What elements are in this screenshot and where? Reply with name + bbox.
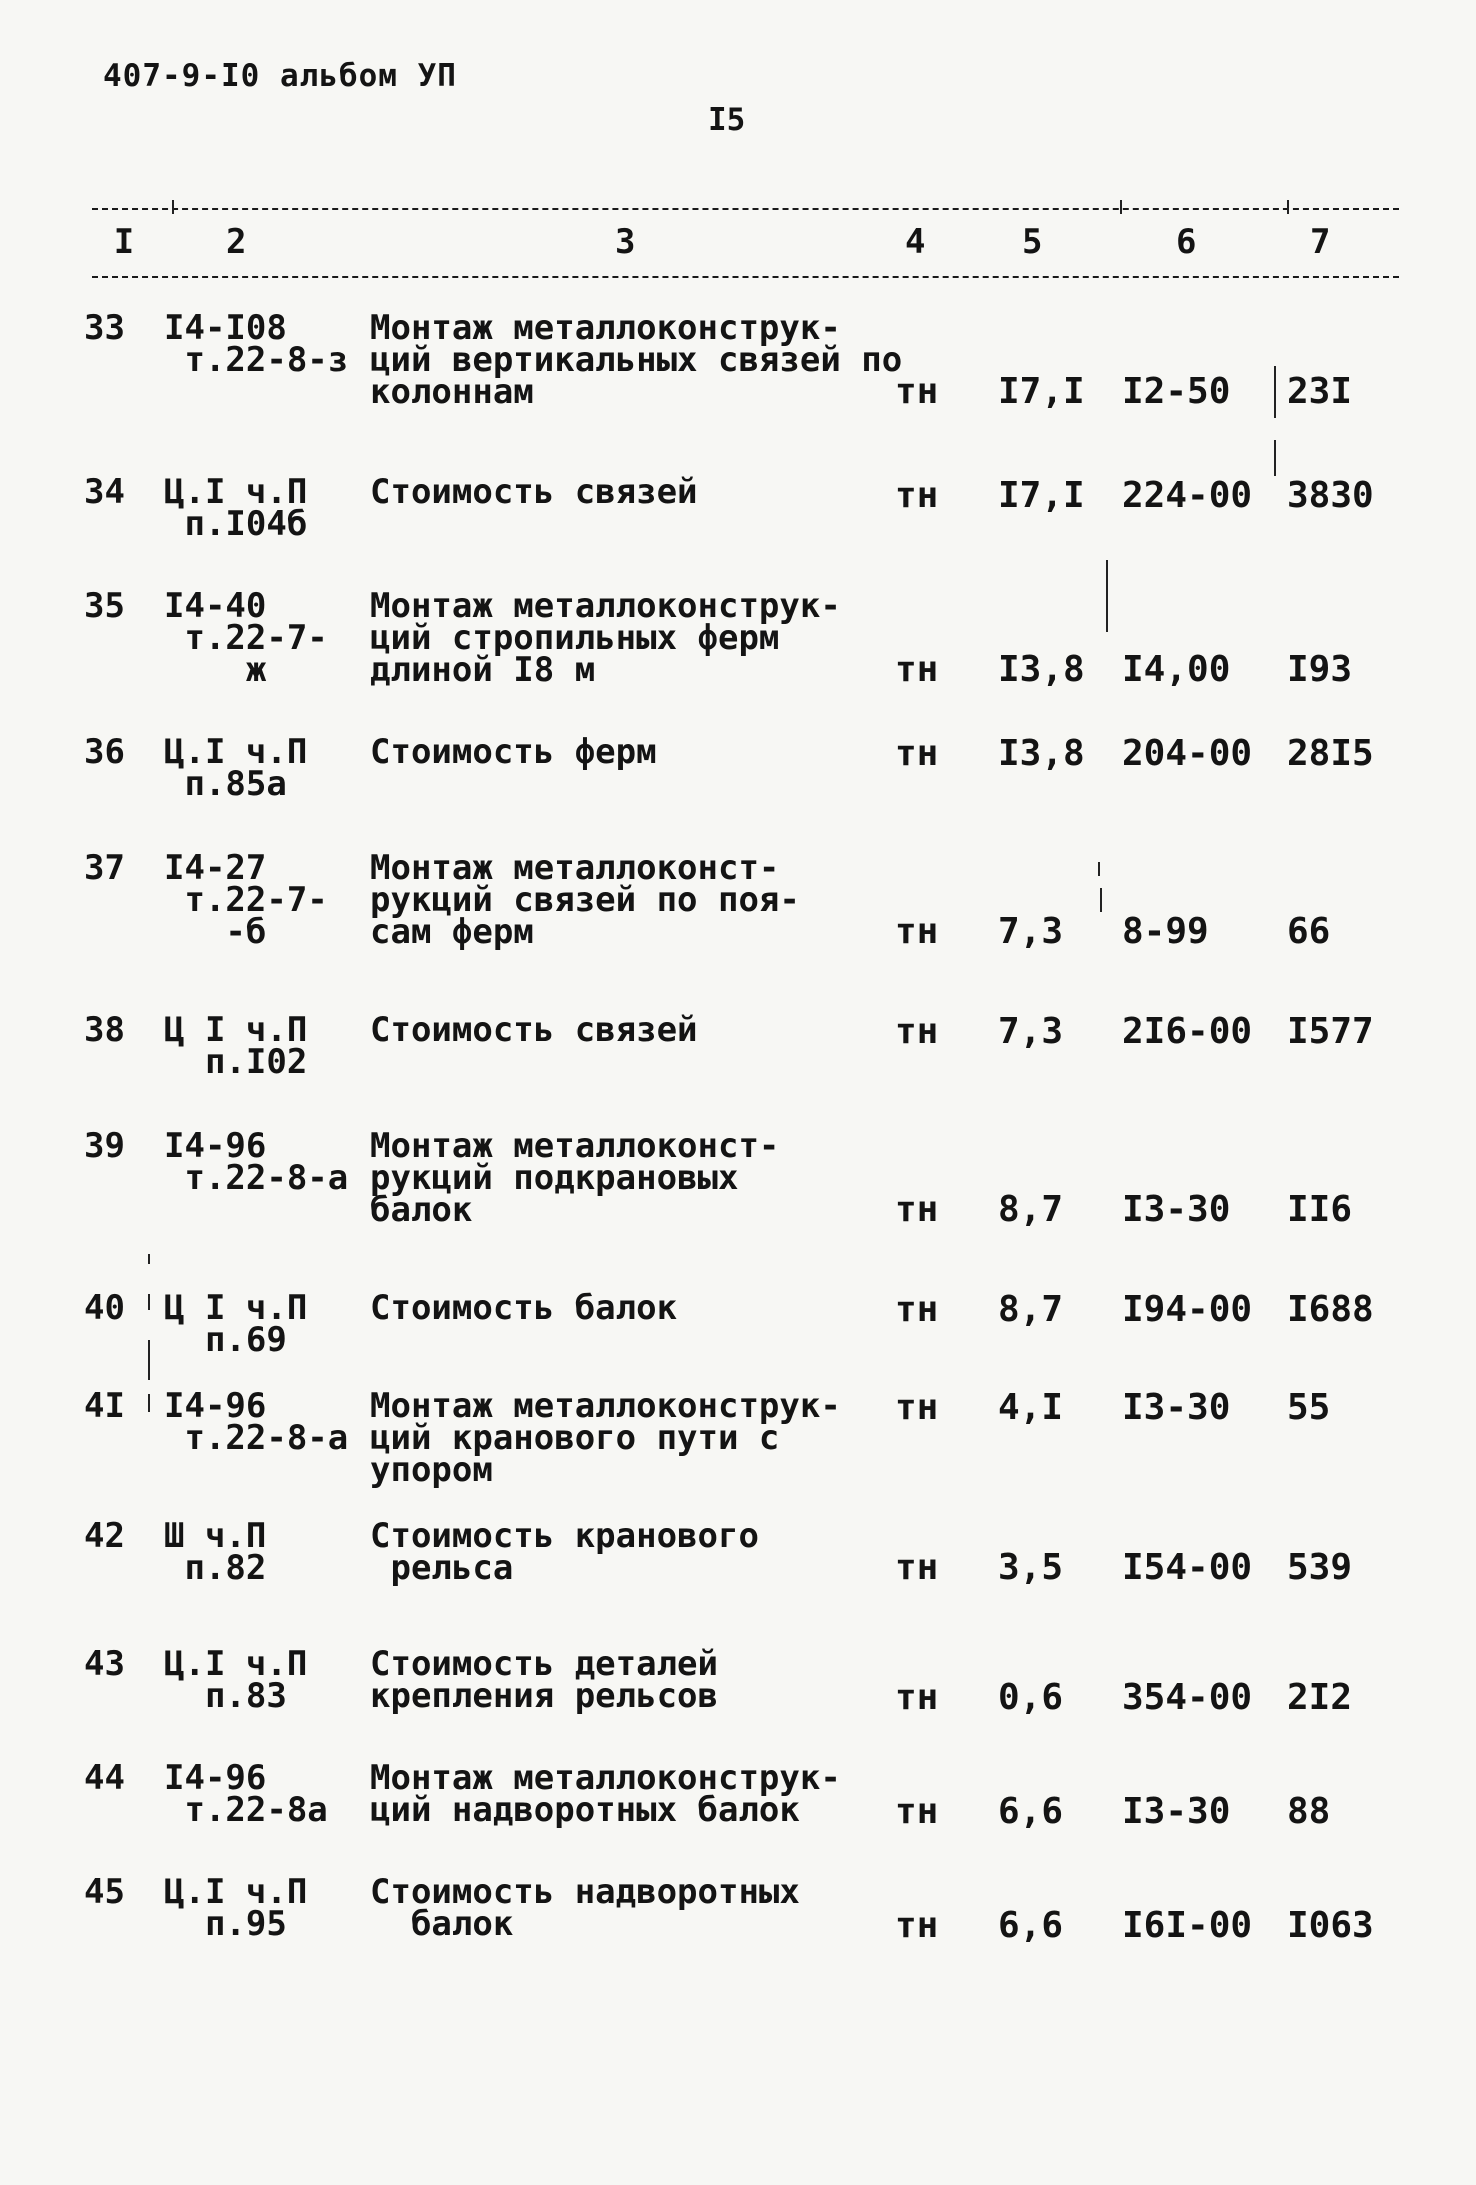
total-cost: I577 (1287, 1011, 1374, 1052)
table-top-rule (92, 208, 1399, 210)
ruling-mark (1106, 560, 1108, 632)
total-cost: 55 (1287, 1387, 1331, 1428)
norm-reference: I4-40 т.22-7- ж (164, 586, 328, 690)
quantity: 4,I (998, 1387, 1064, 1428)
quantity: 8,7 (998, 1189, 1064, 1230)
quantity: I7,I (998, 371, 1085, 412)
quantity: 6,6 (998, 1905, 1064, 1946)
total-cost: II6 (1287, 1189, 1353, 1230)
unit-price: I54-00 (1122, 1547, 1253, 1588)
unit-price: I94-00 (1122, 1289, 1253, 1330)
row-number: 38 (84, 1010, 125, 1050)
column-header-5: 5 (1022, 222, 1043, 262)
work-description: Стоимость связей (370, 472, 698, 512)
quantity: 8,7 (998, 1289, 1064, 1330)
unit: тн (895, 1387, 939, 1428)
work-description: Стоимость надворотных балок (370, 1872, 800, 1944)
ruling-mark (1274, 440, 1276, 476)
total-cost: 28I5 (1287, 733, 1374, 774)
norm-reference: Ц.I ч.П п.83 (164, 1644, 308, 1716)
column-header-1: I (113, 222, 135, 262)
total-cost: 3830 (1287, 475, 1374, 516)
unit: тн (895, 911, 939, 952)
unit: тн (895, 1677, 939, 1718)
row-number: 34 (84, 472, 125, 512)
ruling-mark (148, 1340, 150, 1380)
unit-price: I3-30 (1122, 1189, 1231, 1230)
norm-reference: I4-96 т.22-8-а (164, 1126, 349, 1198)
ruling-mark (1287, 200, 1289, 214)
unit-price: I6I-00 (1122, 1905, 1253, 1946)
total-cost: 2I2 (1287, 1677, 1353, 1718)
ruling-mark (1100, 888, 1102, 912)
row-number: 40 (84, 1288, 125, 1328)
unit-price: 354-00 (1122, 1677, 1253, 1718)
row-number: 45 (84, 1872, 125, 1912)
unit-price: I4,00 (1122, 649, 1231, 690)
norm-reference: I4-I08 т.22-8-з (164, 308, 349, 380)
row-number: 35 (84, 586, 125, 626)
work-description: Монтаж металлоконструк- ций надворотных балок (370, 1758, 841, 1830)
norm-reference: Ц I ч.П п.69 (164, 1288, 308, 1360)
column-header-6: 6 (1176, 222, 1197, 262)
column-header-2: 2 (226, 222, 247, 262)
unit: тн (895, 1189, 939, 1230)
total-cost: 23I (1287, 371, 1353, 412)
unit: тн (895, 1791, 939, 1832)
norm-reference: I4-96 т.22-8а (164, 1758, 328, 1830)
quantity: 0,6 (998, 1677, 1064, 1718)
quantity: I3,8 (998, 649, 1085, 690)
total-cost: 539 (1287, 1547, 1353, 1588)
work-description: Монтаж металлоконструк- ций кранового пути с упором (370, 1386, 841, 1490)
table-header-rule (92, 276, 1399, 278)
norm-reference: Ц.I ч.П п.I04б (164, 472, 308, 544)
unit-price: I3-30 (1122, 1387, 1231, 1428)
column-header-3: 3 (615, 222, 636, 262)
document-code: 407-9-I0 альбом УП (103, 58, 457, 94)
ruling-mark (1120, 200, 1122, 214)
quantity: I7,I (998, 475, 1085, 516)
work-description: Монтаж металлоконструк- ций вертикальных связей по колоннам (370, 308, 903, 412)
quantity: 7,3 (998, 911, 1064, 952)
total-cost: 88 (1287, 1791, 1331, 1832)
quantity: 3,5 (998, 1547, 1064, 1588)
work-description: Стоимость кранового рельса (370, 1516, 759, 1588)
row-number: 4I (84, 1386, 125, 1426)
unit: тн (895, 475, 939, 516)
norm-reference: I4-96 т.22-8-а (164, 1386, 349, 1458)
row-number: 42 (84, 1516, 125, 1556)
unit: тн (895, 649, 939, 690)
norm-reference: Ц I ч.П п.I02 (164, 1010, 308, 1082)
unit: тн (895, 1547, 939, 1588)
ruling-mark (148, 1394, 150, 1412)
work-description: Монтаж металлоконст- рукций связей по поя- сам ферм (370, 848, 800, 952)
total-cost: I063 (1287, 1905, 1374, 1946)
ruling-mark (1274, 366, 1276, 418)
quantity: 6,6 (998, 1791, 1064, 1832)
work-description: Монтаж металлоконструк- ций стропильных ферм длиной I8 м (370, 586, 841, 690)
row-number: 36 (84, 732, 125, 772)
column-header-4: 4 (905, 222, 926, 262)
column-header-7: 7 (1310, 222, 1331, 262)
total-cost: I688 (1287, 1289, 1374, 1330)
unit: тн (895, 1011, 939, 1052)
unit-price: 204-00 (1122, 733, 1253, 774)
unit: тн (895, 371, 939, 412)
work-description: Стоимость деталей крепления рельсов (370, 1644, 718, 1716)
ruling-mark (172, 200, 174, 214)
work-description: Монтаж металлоконст- рукций подкрановых балок (370, 1126, 780, 1230)
work-description: Стоимость ферм (370, 732, 657, 772)
work-description: Стоимость балок (370, 1288, 678, 1328)
unit-price: 2I6-00 (1122, 1011, 1253, 1052)
norm-reference: Ш ч.П п.82 (164, 1516, 267, 1588)
norm-reference: Ц.I ч.П п.95 (164, 1872, 308, 1944)
page-number: I5 (708, 102, 746, 138)
row-number: 37 (84, 848, 125, 888)
total-cost: 66 (1287, 911, 1331, 952)
work-description: Стоимость связей (370, 1010, 698, 1050)
norm-reference: Ц.I ч.П п.85а (164, 732, 308, 804)
row-number: 39 (84, 1126, 125, 1166)
quantity: 7,3 (998, 1011, 1064, 1052)
unit: тн (895, 733, 939, 774)
ruling-mark (1098, 862, 1100, 876)
unit: тн (895, 1905, 939, 1946)
ruling-mark (148, 1294, 150, 1310)
unit-price: I3-30 (1122, 1791, 1231, 1832)
row-number: 33 (84, 308, 125, 348)
total-cost: I93 (1287, 649, 1353, 690)
quantity: I3,8 (998, 733, 1085, 774)
row-number: 43 (84, 1644, 125, 1684)
row-number: 44 (84, 1758, 125, 1798)
unit-price: I2-50 (1122, 371, 1231, 412)
unit-price: 8-99 (1122, 911, 1209, 952)
norm-reference: I4-27 т.22-7- -б (164, 848, 328, 952)
unit-price: 224-00 (1122, 475, 1253, 516)
ruling-mark (148, 1254, 150, 1264)
unit: тн (895, 1289, 939, 1330)
